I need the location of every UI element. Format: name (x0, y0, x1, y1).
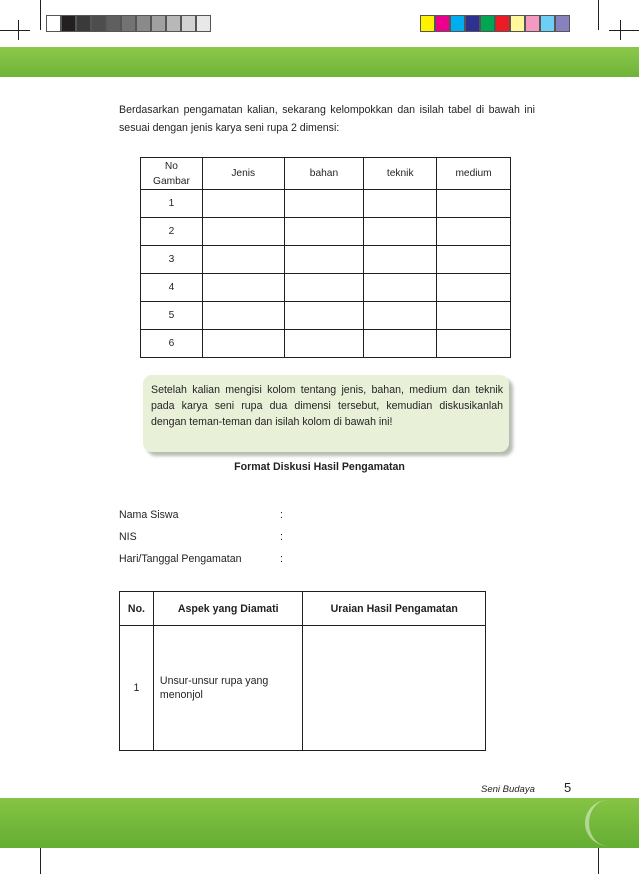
label-nis: NIS (119, 531, 137, 543)
header-band (0, 47, 639, 77)
row-number: 3 (141, 246, 203, 274)
color-swatch (136, 15, 151, 32)
colon-hari-tanggal: : (280, 553, 283, 565)
cell-teknik[interactable] (364, 302, 437, 330)
cell-teknik[interactable] (364, 218, 437, 246)
cell-jenis[interactable] (202, 246, 284, 274)
cell-teknik[interactable] (364, 190, 437, 218)
header-bahan: bahan (284, 158, 364, 190)
color-swatch (91, 15, 106, 32)
row-number: 2 (141, 218, 203, 246)
row-number: 6 (141, 330, 203, 358)
cell-bahan[interactable] (284, 246, 364, 274)
color-swatch (420, 15, 435, 32)
cell-bahan[interactable] (284, 218, 364, 246)
footer-book-title: Seni Budaya (481, 784, 535, 795)
cmyk-color-bar (420, 15, 570, 32)
colon-nama-siswa: : (280, 509, 283, 521)
row-number: 4 (141, 274, 203, 302)
cell-bahan[interactable] (284, 330, 364, 358)
color-swatch (121, 15, 136, 32)
observation-table (140, 157, 511, 358)
color-swatch (76, 15, 91, 32)
color-swatch (196, 15, 211, 32)
page-number: 5 (564, 780, 572, 795)
color-swatch (435, 15, 450, 32)
cell-uraian[interactable] (303, 626, 486, 751)
cell-medium[interactable] (437, 190, 511, 218)
format-title: Format Diskusi Hasil Pengamatan (234, 461, 405, 473)
discussion-table-header (120, 592, 486, 626)
cell-medium[interactable] (437, 302, 511, 330)
cell-teknik[interactable] (364, 246, 437, 274)
table-row (141, 190, 511, 218)
intro-paragraph: Berdasarkan pengamatan kalian, sekarang kelompokkan dan isilah tabel di bawah ini sesuai dengan jenis karya seni rupa 2 dimensi: (119, 104, 535, 134)
cell-jenis[interactable] (202, 330, 284, 358)
table-row (141, 218, 511, 246)
header-uraian: Uraian Hasil Pengamatan (303, 592, 486, 626)
discussion-table (119, 591, 486, 751)
label-nama-siswa: Nama Siswa (119, 509, 179, 521)
cell-medium[interactable] (437, 330, 511, 358)
cell-bahan[interactable] (284, 302, 364, 330)
cell-jenis[interactable] (202, 274, 284, 302)
color-swatch (465, 15, 480, 32)
table-row (141, 246, 511, 274)
color-swatch (181, 15, 196, 32)
table-row (120, 626, 486, 751)
header-teknik: teknik (364, 158, 437, 190)
row-number: 1 (141, 190, 203, 218)
color-swatch (555, 15, 570, 32)
observation-table-header (141, 158, 511, 190)
color-swatch (46, 15, 61, 32)
cell-medium[interactable] (437, 274, 511, 302)
cell-jenis[interactable] (202, 302, 284, 330)
cell-aspek: Unsur-unsur rupa yang menonjol (153, 626, 303, 751)
color-swatch (510, 15, 525, 32)
cell-jenis[interactable] (202, 218, 284, 246)
color-swatch (450, 15, 465, 32)
table-row (141, 274, 511, 302)
grayscale-color-bar (46, 15, 211, 32)
color-swatch (540, 15, 555, 32)
color-swatch (166, 15, 181, 32)
cell-medium[interactable] (437, 218, 511, 246)
table-row (141, 330, 511, 358)
table-row (141, 302, 511, 330)
header-aspek: Aspek yang Diamati (153, 592, 303, 626)
header-no: No. (120, 592, 154, 626)
color-swatch (525, 15, 540, 32)
header-no-gambar: No Gambar (141, 158, 203, 190)
label-hari-tanggal: Hari/Tanggal Pengamatan (119, 553, 242, 565)
cell-bahan[interactable] (284, 190, 364, 218)
cell-jenis[interactable] (202, 190, 284, 218)
cell-teknik[interactable] (364, 330, 437, 358)
color-swatch (106, 15, 121, 32)
color-swatch (480, 15, 495, 32)
header-jenis: Jenis (202, 158, 284, 190)
cell-teknik[interactable] (364, 274, 437, 302)
instruction-callout-text: Setelah kalian mengisi kolom tentang jenis, bahan, medium dan teknik pada karya seni rupa dua dimensi tersebut, kemudian diskusikanlah dengan teman-teman dan isilah kolom di bawah ini! (151, 384, 503, 428)
header-medium: medium (437, 158, 511, 190)
footer-band (0, 798, 639, 848)
row-number: 5 (141, 302, 203, 330)
footer-band-curve (585, 800, 629, 846)
row-number: 1 (120, 626, 154, 751)
color-swatch (151, 15, 166, 32)
color-swatch (61, 15, 76, 32)
cell-bahan[interactable] (284, 274, 364, 302)
cell-medium[interactable] (437, 246, 511, 274)
colon-nis: : (280, 531, 283, 543)
color-swatch (495, 15, 510, 32)
